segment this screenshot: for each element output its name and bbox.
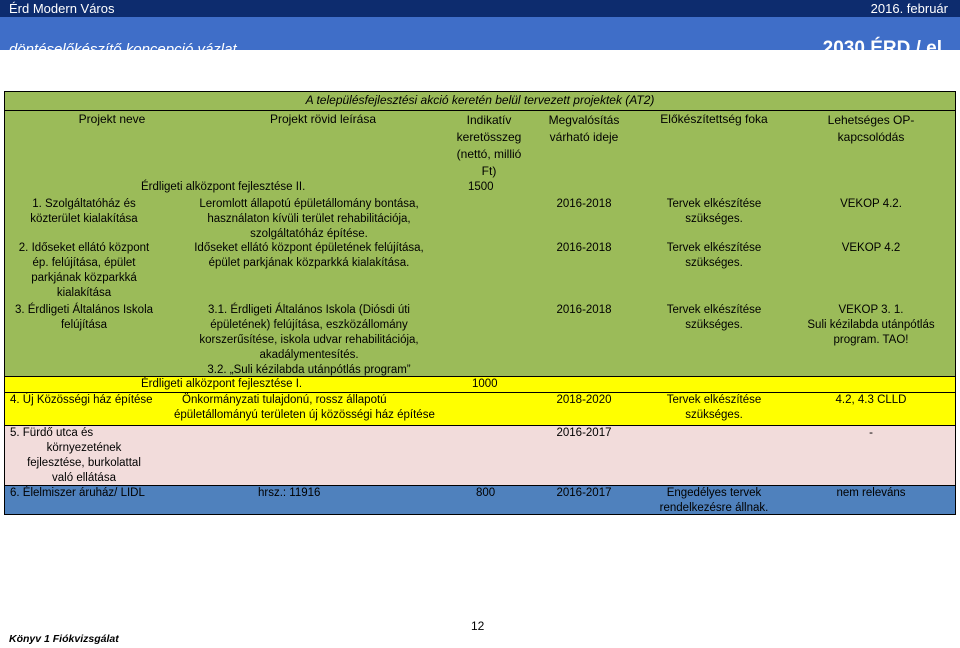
row2-prep-l2: szükséges. xyxy=(685,257,743,269)
row3-desc-l2: épületének) felújítása, eszközállomány xyxy=(210,319,408,331)
col-header-time-l2: várható ideje xyxy=(549,130,619,144)
page-number: 12 xyxy=(471,619,485,633)
row1-time: 2016-2018 xyxy=(556,198,612,210)
row2-name-l4: kialakítása xyxy=(56,287,112,299)
row4-prep xyxy=(649,393,779,423)
col-header-prep: Előkészítettség foka xyxy=(660,112,768,126)
col-header-name: Projekt neve xyxy=(78,112,146,126)
row5-time: 2016-2017 xyxy=(556,427,612,439)
row5-name-l4: való ellátása xyxy=(52,472,116,484)
group2-amount: 1000 xyxy=(472,378,498,390)
row6-name: 6. Élelmiszer áruház/ LIDL xyxy=(10,487,145,499)
row3-op-l3: program. TAO! xyxy=(833,334,909,346)
sub-header-bar xyxy=(0,17,960,59)
row4-prep-l1: Tervek elkészítése xyxy=(666,394,762,406)
col-header-op-l2: kapcsolódás xyxy=(837,130,905,144)
row3-name-l2: felújítása xyxy=(60,319,108,331)
row2-name-l2: ép. felújítása, épület xyxy=(32,257,136,269)
row3-desc-l5: 3.2. „Suli kézilabda utánpótlás program” xyxy=(207,364,411,376)
row3-prep-l1: Tervek elkészítése xyxy=(666,304,762,316)
row5-name-l1: 5. Fürdő utca és xyxy=(10,427,94,439)
row1-prep xyxy=(649,197,779,227)
row3-op-l1: VEKOP 3. 1. xyxy=(838,304,904,316)
col-header-amount xyxy=(434,112,544,180)
row3-time: 2016-2018 xyxy=(556,304,612,316)
row4-name: 4. Új Közösségi ház építése xyxy=(10,394,153,406)
row4-desc-l2: épületállományú területen új közösségi ház építése xyxy=(174,409,435,421)
document-subtitle: döntéselőkészítő koncepció vázlat xyxy=(9,41,237,58)
table-caption: A településfejlesztési akció keretén belül tervezett projektek (AT2) xyxy=(305,93,655,107)
row4-desc xyxy=(170,393,450,423)
row3-desc-l1: 3.1. Érdligeti Általános Iskola (Diósdi úti xyxy=(208,304,410,316)
row6-prep xyxy=(649,486,779,516)
row3-op xyxy=(796,303,946,348)
row6-time: 2016-2017 xyxy=(556,487,612,499)
col-header-op-l1: Lehetséges OP- xyxy=(827,113,915,127)
col-header-amount-l4: Ft) xyxy=(481,164,497,178)
row1-desc xyxy=(174,197,444,242)
row3-desc-l3: korszerűsítése, iskola udvar rehabilitációja, xyxy=(199,334,419,346)
group2-title: Érdligeti alközpont fejlesztése I. xyxy=(141,378,303,390)
row6-desc: hrsz.: 11916 xyxy=(258,487,321,499)
col-header-time-l1: Megvalósítás xyxy=(548,113,620,127)
row2-time: 2016-2018 xyxy=(556,242,612,254)
top-header-bar xyxy=(0,0,960,17)
row3-prep xyxy=(649,303,779,333)
col-header-desc: Projekt rövid leírása xyxy=(269,112,377,126)
row2-prep xyxy=(649,241,779,271)
projects-table xyxy=(4,91,956,515)
row2-name xyxy=(4,241,164,301)
row3-prep-l2: szükséges. xyxy=(685,319,743,331)
row2-prep-l1: Tervek elkészítése xyxy=(666,242,762,254)
row6-prep-l2: rendelkezésre állnak. xyxy=(659,502,769,514)
row5-name xyxy=(4,426,164,486)
program-title: 2030 ÉRD / el xyxy=(822,38,942,59)
row5-name-l2: környezetének xyxy=(46,442,122,454)
row5-op: - xyxy=(869,427,873,439)
row4-time: 2018-2020 xyxy=(556,394,612,406)
row2-desc xyxy=(174,241,444,271)
row1-op: VEKOP 4.2. xyxy=(840,198,902,210)
row3-desc-l4: akadálymentesítés. xyxy=(259,349,359,361)
row4-desc-l1: Önkormányzati tulajdonú, rossz állapotú xyxy=(182,394,387,406)
city-title: Érd Modern Város xyxy=(9,1,115,16)
row1-prep-l2: szükséges. xyxy=(685,213,743,225)
row2-op: VEKOP 4.2 xyxy=(841,242,901,254)
row3-name xyxy=(4,303,164,333)
row2-name-l1: 2. Időseket ellátó központ xyxy=(18,242,150,254)
row4-prep-l2: szükséges. xyxy=(685,409,743,421)
row1-prep-l1: Tervek elkészítése xyxy=(666,198,762,210)
col-header-amount-l3: (nettó, millió xyxy=(456,147,522,161)
group1-title: Érdligeti alközpont fejlesztése II. xyxy=(141,181,306,193)
col-header-op xyxy=(806,112,936,146)
row1-desc-l1: Leromlott állapotú épületállomány bontása, xyxy=(199,198,419,210)
footer-label: Könyv 1 Fiókvizsgálat xyxy=(9,633,119,645)
row3-desc xyxy=(174,303,444,378)
row5-name-l3: fejlesztése, burkolattal xyxy=(27,457,141,469)
row1-desc-l3: szolgáltatóház építése. xyxy=(250,228,368,240)
group1-amount: 1500 xyxy=(468,181,494,193)
row1-name xyxy=(4,197,164,227)
row6-op: nem releváns xyxy=(836,487,906,499)
col-header-amount-l2: keretösszeg xyxy=(456,130,522,144)
col-header-amount-l1: Indikatív xyxy=(466,113,512,127)
row3-op-l2: Suli kézilabda utánpótlás xyxy=(807,319,935,331)
col-header-time xyxy=(534,112,634,146)
row1-desc-l2: használaton kívüli terület rehabilitációja, xyxy=(207,213,411,225)
row6-prep-l1: Engedélyes tervek xyxy=(666,487,762,499)
row2-desc-l2: épület parkjának közparkká kialakítása. xyxy=(208,257,410,269)
row3-name-l1: 3. Érdligeti Általános Iskola xyxy=(14,304,154,316)
row4-op: 4.2, 4.3 CLLD xyxy=(835,394,907,406)
row1-name-l1: 1. Szolgáltatóház és xyxy=(32,198,136,210)
row1-name-l2: közterület kialakítása xyxy=(30,213,138,225)
row6-amount: 800 xyxy=(476,487,496,499)
row2-desc-l1: Időseket ellátó központ épületének felújítása, xyxy=(194,242,424,254)
date-label: 2016. február xyxy=(870,1,948,16)
row2-name-l3: parkjának közparkká xyxy=(31,272,137,284)
